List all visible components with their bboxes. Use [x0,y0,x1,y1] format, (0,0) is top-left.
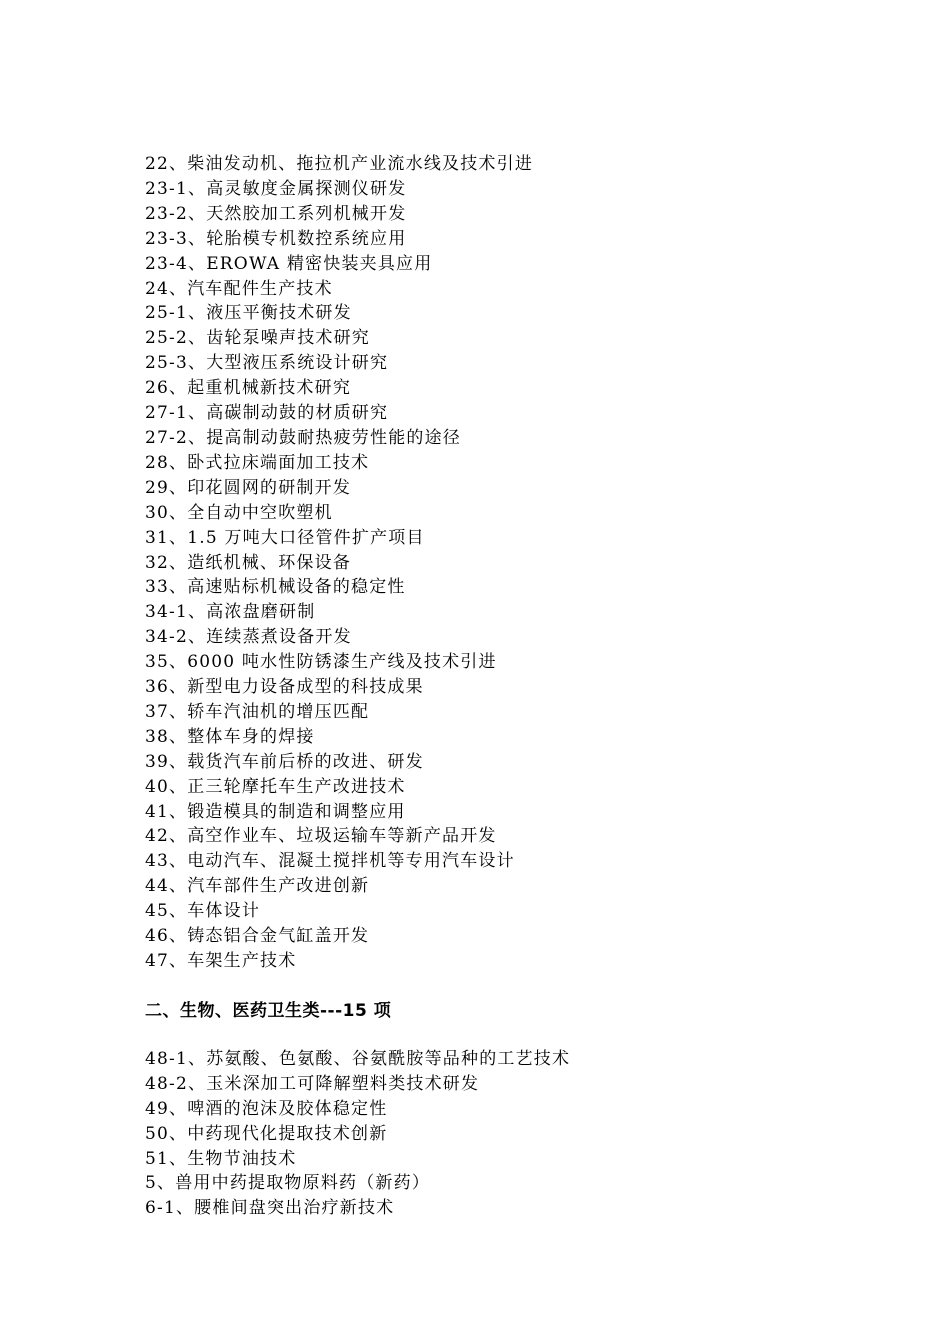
list-item: 36、新型电力设备成型的科技成果 [145,677,424,698]
list-item: 5、兽用中药提取物原料药（新药） [145,1173,431,1194]
list-item: 28、卧式拉床端面加工技术 [145,452,370,473]
list-item: 51、生物节油技术 [145,1148,297,1169]
list-item: 50、中药现代化提取技术创新 [145,1123,388,1144]
list-item: 40、正三轮摩托车生产改进技术 [145,776,406,797]
list-item: 29、印花圆网的研制开发 [145,477,352,498]
list-item: 35、6000 吨水性防锈漆生产线及技术引进 [145,652,497,673]
list-item: 45、车体设计 [145,901,261,922]
list-item: 25-1、液压平衡技术研发 [145,303,352,324]
list-item: 37、轿车汽油机的增压匹配 [145,701,370,722]
list-item: 23-2、天然胶加工系列机械开发 [145,203,407,224]
list-item: 48-2、玉米深加工可降解塑料类技术研发 [145,1073,480,1094]
list-item: 26、起重机械新技术研究 [145,378,352,399]
list-item: 34-1、高浓盘磨研制 [145,602,316,623]
list-item: 23-3、轮胎模专机数控系统应用 [145,228,407,249]
list-item: 34-2、连续蒸煮设备开发 [145,627,352,648]
section-heading-biology-medicine: 二、生物、医药卫生类---15 项 [145,1000,392,1021]
list-item: 31、1.5 万吨大口径管件扩产项目 [145,527,425,548]
list-item: 46、铸态铝合金气缸盖开发 [145,926,370,947]
list-item: 48-1、苏氨酸、色氨酸、谷氨酰胺等品种的工艺技术 [145,1048,571,1069]
list-item: 23-4、EROWA 精密快装夹具应用 [145,253,433,274]
list-item: 30、全自动中空吹塑机 [145,502,333,523]
list-item: 32、造纸机械、环保设备 [145,552,352,573]
list-item: 25-2、齿轮泵噪声技术研究 [145,328,370,349]
list-item: 41、锻造模具的制造和调整应用 [145,801,406,822]
list-item: 43、电动汽车、混凝土搅拌机等专用汽车设计 [145,851,515,872]
list-item: 33、高速贴标机械设备的稳定性 [145,577,406,598]
list-item: 39、载货汽车前后桥的改进、研发 [145,751,424,772]
list-item: 27-2、提高制动鼓耐热疲劳性能的途径 [145,427,461,448]
list-item: 42、高空作业车、垃圾运输车等新产品开发 [145,826,497,847]
list-item: 24、汽车配件生产技术 [145,278,333,299]
list-item: 47、车架生产技术 [145,951,297,971]
document-page [145,152,905,1221]
list-item: 25-3、大型液压系统设计研究 [145,353,389,374]
list-item: 23-1、高灵敏度金属探测仪研发 [145,178,407,199]
list-item: 49、啤酒的泡沫及胶体稳定性 [145,1098,388,1119]
list-item: 38、整体车身的焊接 [145,726,315,747]
list-item: 44、汽车部件生产改进创新 [145,876,370,897]
list-item: 22、柴油发动机、拖拉机产业流水线及技术引进 [145,154,534,174]
list-item: 6-1、腰椎间盘突出治疗新技术 [145,1198,395,1219]
list-item: 27-1、高碳制动鼓的材质研究 [145,403,389,424]
project-list-machinery [145,152,905,974]
project-list-biology-medicine [145,1047,905,1221]
